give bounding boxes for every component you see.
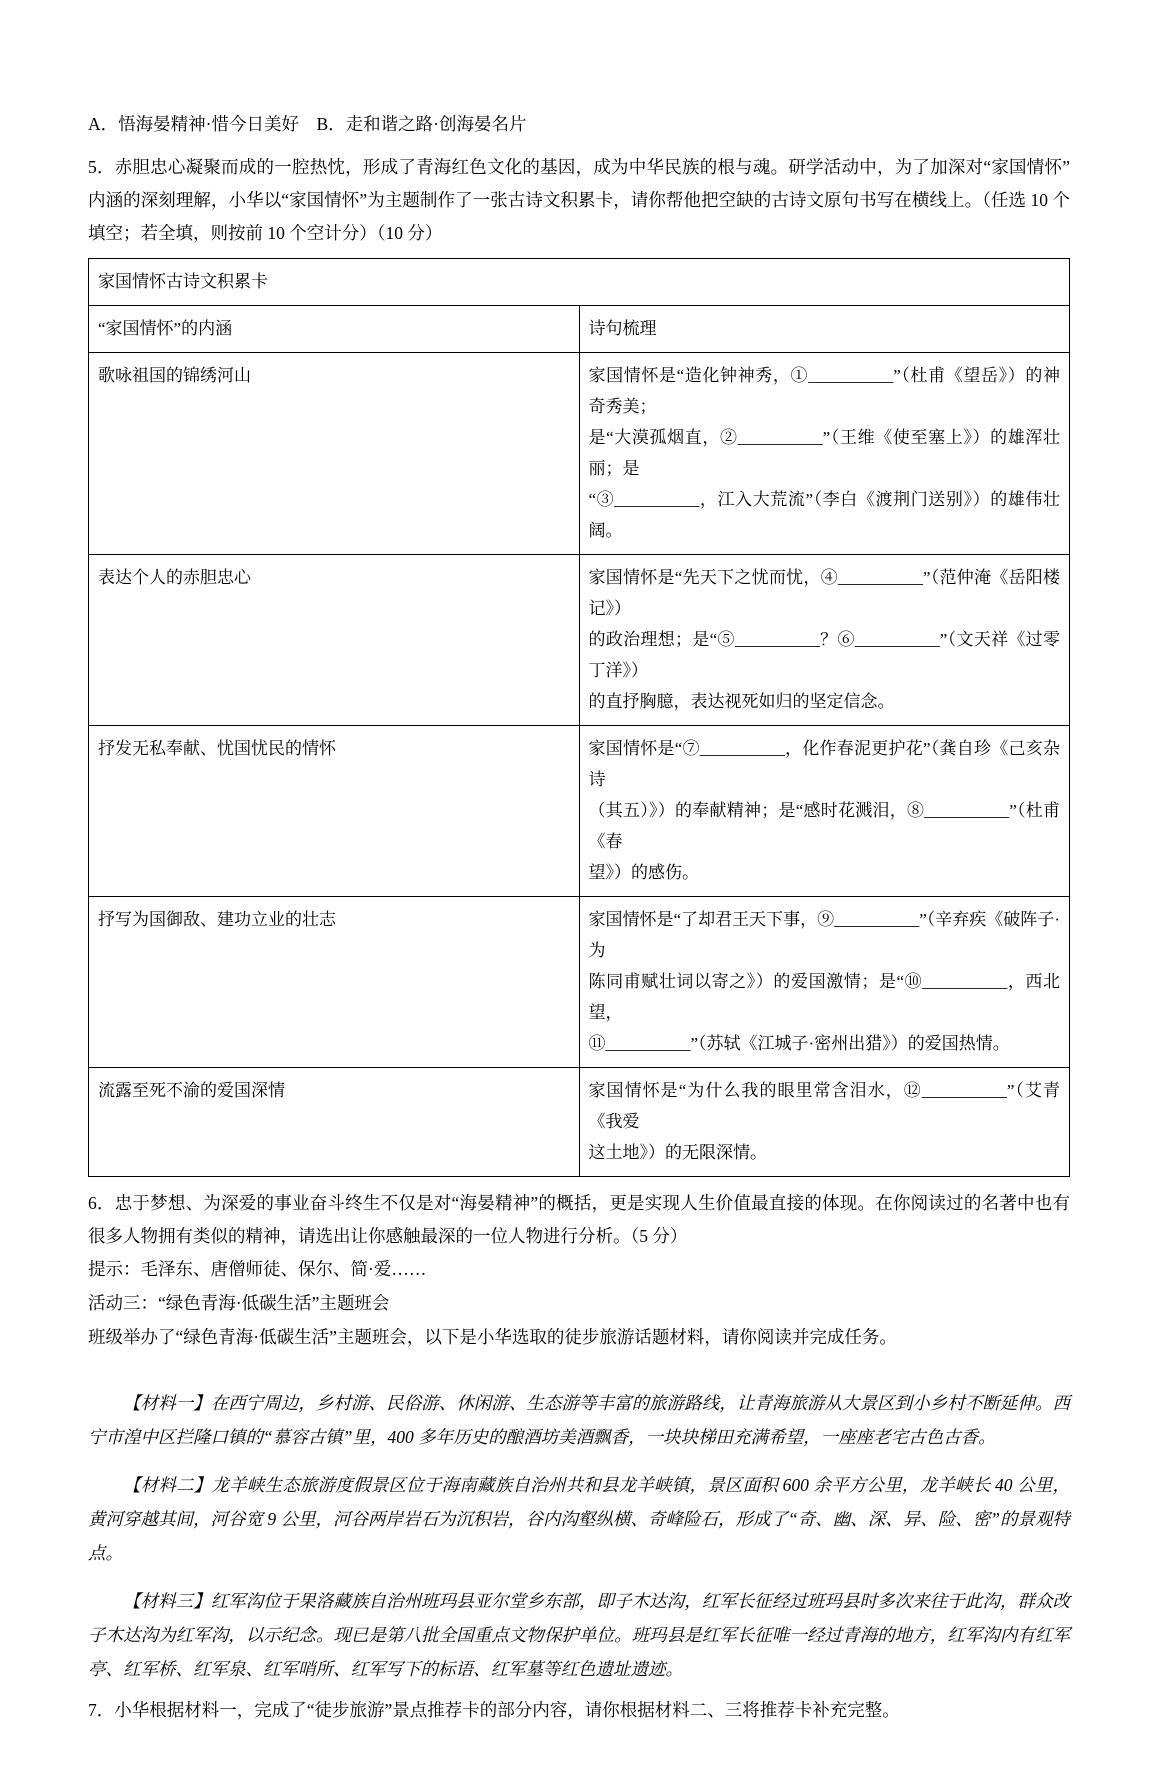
question-6 (88, 1187, 1070, 1286)
row-2-line-2: 望》）的感伤。 (588, 863, 699, 882)
activity-3-intro: 班级举办了“绿色青海·低碳生活”主题班会，以下是小华选取的徒步旅游话题材料，请你阅读并完成任务。 (88, 1327, 897, 1347)
material-2-label: 【材料二】 (123, 1475, 212, 1495)
row-0-line-0: 家国情怀是“造化钟神秀，①__________”（杜甫《望岳》）的神奇秀美； (588, 366, 1060, 416)
material-2 (88, 1468, 1070, 1570)
row-3-category: 抒写为国御敌、建功立业的壮志 (89, 897, 580, 1068)
row-4-line-1: 这土地》）的无限深情。 (588, 1143, 767, 1162)
table-header-row (89, 306, 1070, 353)
material-3-text (88, 1584, 1070, 1686)
question-7-stem: 7．小华根据材料一，完成了“徒步旅游”景点推荐卡的部分内容，请你根据材料二、三将推荐卡补充完整。 (88, 1700, 900, 1720)
table-header-right: 诗句梳理 (579, 306, 1070, 353)
row-0-category: 歌咏祖国的锦绣河山 (89, 353, 580, 555)
material-3-body: 红军沟位于果洛藏族自治州班玛县亚尔堂乡东部，即子木达沟，红军长征经过班玛县时多次来往于此沟，群众改子木达沟为红军沟，以示纪念。现已是第八批全国重点文物保护单位。班玛县是红军长征唯一经过青海的地方，红军沟内有红军亭、红军桥、红军泉、红军哨所、红军写下的标语、红军墓等红色遗址遗迹。 (88, 1591, 1071, 1679)
table-row (89, 726, 1070, 897)
material-3-label: 【材料三】 (123, 1591, 211, 1611)
row-0-line-2: “③__________，江入大荒流”（李白《渡荆门送别》）的雄伟壮阔。 (588, 490, 1060, 540)
material-1-text (88, 1386, 1070, 1454)
spacer (88, 1354, 1070, 1372)
material-3 (88, 1584, 1070, 1686)
row-3-line-2: ⑪__________”（苏轼《江城子·密州出猎》）的爱国热情。 (588, 1034, 1010, 1053)
table-title-row (89, 259, 1070, 306)
row-2-content (579, 726, 1070, 897)
row-4-category: 流露至死不渝的爱国深情 (89, 1068, 580, 1177)
row-2-line-1: （其五）》）的奉献精神；是“感时花溅泪，⑧__________”（杜甫《春 (588, 801, 1060, 851)
question-5 (88, 151, 1070, 250)
row-1-line-2: 的直抒胸臆，表达视死如归的坚定信念。 (588, 692, 895, 711)
row-1-line-0: 家国情怀是“先天下之忧而忧，④__________”（范仲淹《岳阳楼记》） (588, 568, 1060, 618)
row-4-content (579, 1068, 1070, 1177)
table-title-cell: 家国情怀古诗文积累卡 (89, 259, 1070, 306)
row-1-category: 表达个人的赤胆忠心 (89, 555, 580, 726)
activity-3-title: 活动三：“绿色青海·低碳生活”主题班会 (88, 1293, 390, 1313)
question-6-tip: 提示：毛泽东、唐僧师徒、保尔、简·爱…… (88, 1259, 427, 1279)
table-row (89, 353, 1070, 555)
row-2-category: 抒发无私奉献、忧国忧民的情怀 (89, 726, 580, 897)
row-2-line-0: 家国情怀是“⑦__________，化作春泥更护花”（龚自珍《己亥杂诗 (588, 739, 1060, 789)
row-3-line-0: 家国情怀是“了却君王天下事，⑨__________”（辛弃疾《破阵子·为 (588, 910, 1060, 960)
question-6-stem: 6．忠于梦想、为深爱的事业奋斗终生不仅是对“海晏精神”的概括，更是实现人生价值最直接的体现。在你阅读过的名著中也有很多人物拥有类似的精神，请选出让你感触最深的一位人物进行分析。（5 分） (88, 1193, 1070, 1246)
table-row (89, 555, 1070, 726)
table-row (89, 897, 1070, 1068)
row-1-line-1: 的政治理想；是“⑤__________？⑥__________”（文天祥《过零丁洋》） (588, 630, 1060, 680)
row-0-line-1: 是“大漠孤烟直，②__________”（王维《使至塞上》）的雄浑壮丽；是 (588, 428, 1060, 478)
material-1-body: 在西宁周边，乡村游、民俗游、休闲游、生态游等丰富的旅游路线，让青海旅游从大景区到小乡村不断延伸。西宁市湟中区拦隆口镇的“慕容古镇”里，400 多年历史的酿酒坊美酒飘香，一块块梯田充满希望，一座座老宅古色古香。 (88, 1393, 1071, 1447)
row-3-content (579, 897, 1070, 1068)
material-2-text (88, 1468, 1070, 1570)
poem-accumulation-table (88, 258, 1070, 1177)
spacer (88, 1686, 1070, 1694)
row-4-line-0: 家国情怀是“为什么我的眼里常含泪水，⑫__________”（艾青《我爱 (588, 1081, 1060, 1131)
row-0-content (579, 353, 1070, 555)
question-4-options: A．悟海晏精神·惜今日美好 B．走和谐之路·创海晏名片 (88, 114, 527, 134)
table-row (89, 1068, 1070, 1177)
material-1-label: 【材料一】 (123, 1393, 211, 1413)
row-3-line-1: 陈同甫赋壮词以寄之》）的爱国激情；是“⑩__________，西北望， (588, 972, 1060, 1022)
material-2-body: 龙羊峡生态旅游度假景区位于海南藏族自治州共和县龙羊峡镇，景区面积 600 余平方公里，龙羊峡长 40 公里，黄河穿越其间，河谷宽 9 公里，河谷两岸岩石为沉积岩，谷内沟壑纵横、奇峰险石，形成了“奇、幽、深、异、险、密”的景观特点。 (88, 1475, 1070, 1563)
material-1 (88, 1386, 1070, 1454)
question-5-stem: 5．赤胆忠心凝聚而成的一腔热忱，形成了青海红色文化的基因，成为中华民族的根与魂。研学活动中，为了加深对“家国情怀”内涵的深刻理解，小华以“家国情怀”为主题制作了一张古诗文积累卡，请你帮他把空缺的古诗文原句书写在横线上。（任选 10 个填空；若全填，则按前 10 个空计分）（10 分） (88, 157, 1070, 243)
row-1-content (579, 555, 1070, 726)
table-header-left: “家国情怀”的内涵 (89, 306, 580, 353)
